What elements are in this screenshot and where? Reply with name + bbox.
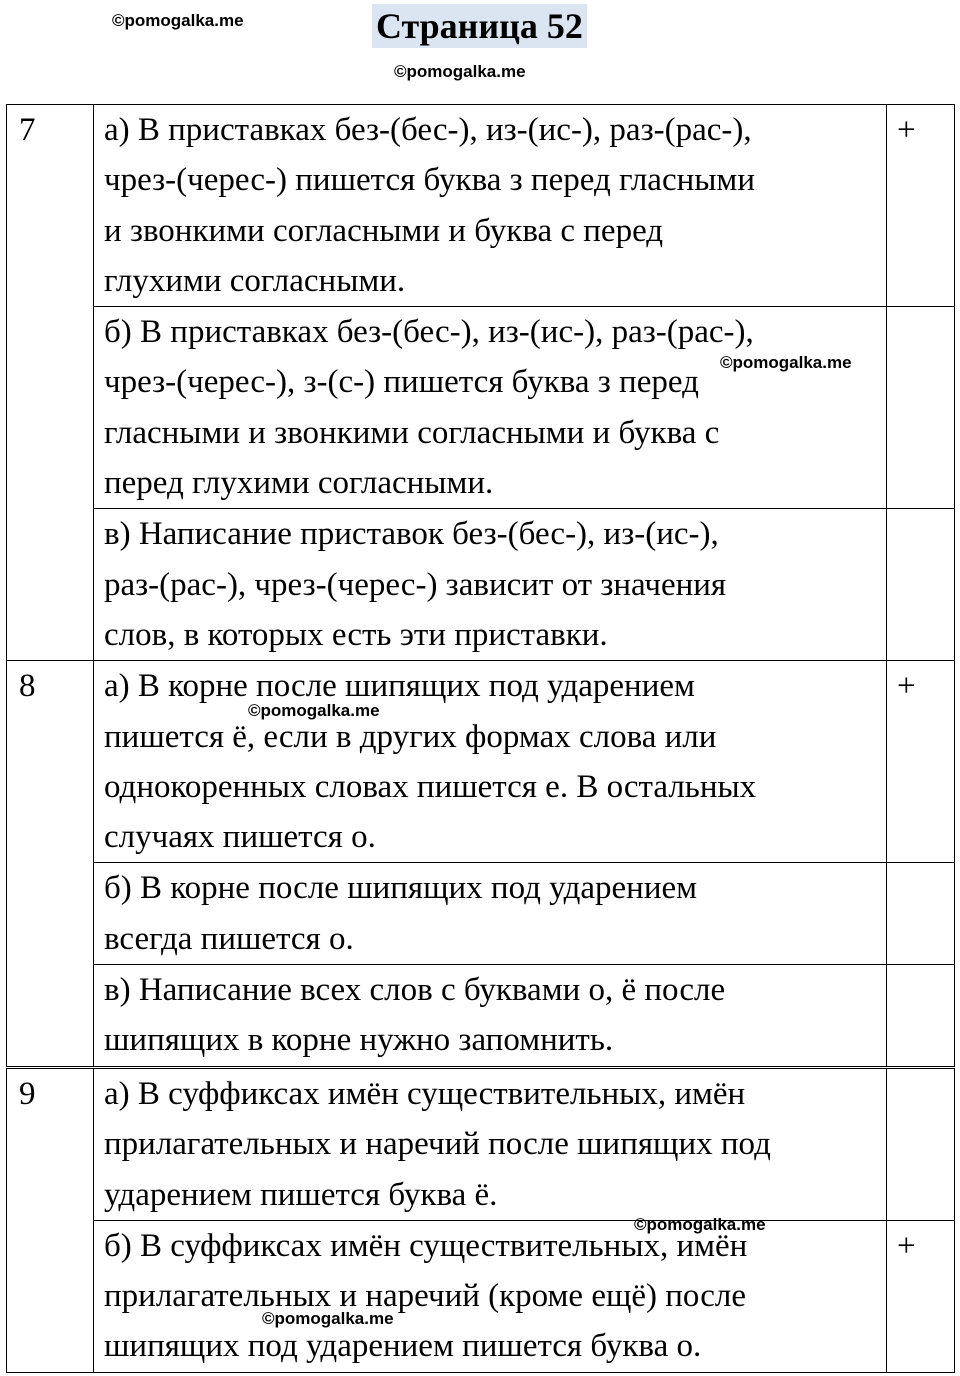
option-text [94, 965, 887, 1067]
answer-mark [887, 509, 955, 661]
text-line: ударением пишется буква ё. [104, 1176, 498, 1213]
page-title: Страница 52 [372, 4, 587, 48]
option-text [94, 1069, 887, 1221]
text-line: однокоренных словах пишется е. В остальных [104, 768, 757, 805]
table-row [7, 509, 955, 661]
watermark: ©pomogalka.me [720, 353, 852, 372]
option-text [94, 105, 887, 307]
text-line: в) Написание приставок без-(бес-), из-(ис-), [104, 516, 719, 553]
answer-mark [887, 1069, 955, 1221]
text-line: слов, в которых есть эти приставки. [104, 616, 608, 653]
watermark: ©pomogalka.me [394, 62, 526, 81]
watermark: ©pomogalka.me [262, 1309, 394, 1328]
text-line: б) В суффиксах имён существительных, имён [104, 1227, 748, 1264]
answers-table-1 [6, 104, 955, 1067]
text-line: и звонкими согласными и буква с перед [104, 212, 664, 249]
option-text [94, 1220, 887, 1372]
watermark: ©pomogalka.me [112, 11, 244, 30]
answers-table-2 [6, 1068, 955, 1373]
text-line: раз-(рас-), чрез-(черес-) зависит от значения [104, 566, 727, 603]
watermark: ©pomogalka.me [248, 701, 380, 720]
text-line: чрез-(черес-) пишется буква з перед гласными [104, 162, 755, 199]
option-text [94, 509, 887, 661]
text-line: всегда пишется о. [104, 920, 354, 957]
text-line: гласными и звонкими согласными и буква с [104, 414, 720, 451]
text-line: прилагательных и наречий после шипящих под [104, 1126, 771, 1163]
text-line: чрез-(черес-), з-(с-) пишется буква з перед [104, 364, 699, 401]
table-row [7, 307, 955, 509]
text-line: шипящих под ударением пишется буква о. [104, 1328, 702, 1365]
watermark: ©pomogalka.me [634, 1215, 766, 1234]
table-row [7, 965, 955, 1067]
table-row [7, 863, 955, 965]
text-line: перед глухими согласными. [104, 465, 494, 502]
option-text [94, 307, 887, 509]
text-line: а) В суффиксах имён существительных, имён [104, 1076, 746, 1112]
answer-mark [887, 965, 955, 1067]
table-row [7, 661, 955, 863]
text-line: случаях пишется о. [104, 819, 376, 856]
text-line: а) В приставках без-(бес-), из-(ис-), раз-(рас-), [104, 112, 752, 148]
text-line: пишется ё, если в других формах слова или [104, 718, 717, 755]
text-line: а) В корне после шипящих под ударением [104, 668, 695, 705]
option-text [94, 863, 887, 965]
answer-mark: + [887, 1220, 955, 1372]
text-line: прилагательных и наречий (кроме ещё) после [104, 1278, 747, 1315]
text-line: шипящих в корне нужно запомнить. [104, 1022, 614, 1059]
task-number: 9 [7, 1069, 94, 1373]
text-line: в) Написание всех слов с буквами о, ё после [104, 972, 726, 1009]
text-line: б) В приставках без-(бес-), из-(ис-), раз-(рас-), [104, 314, 754, 351]
answer-mark [887, 307, 955, 509]
option-text [94, 661, 887, 863]
table-row [7, 105, 955, 307]
table-row [7, 1220, 955, 1372]
answer-mark: + [887, 661, 955, 863]
task-number: 8 [7, 661, 94, 1066]
task-number: 7 [7, 105, 94, 661]
answer-mark: + [887, 105, 955, 307]
answer-mark [887, 863, 955, 965]
table-row [7, 1069, 955, 1221]
text-line: глухими согласными. [104, 262, 406, 299]
text-line: б) В корне после шипящих под ударением [104, 870, 698, 907]
